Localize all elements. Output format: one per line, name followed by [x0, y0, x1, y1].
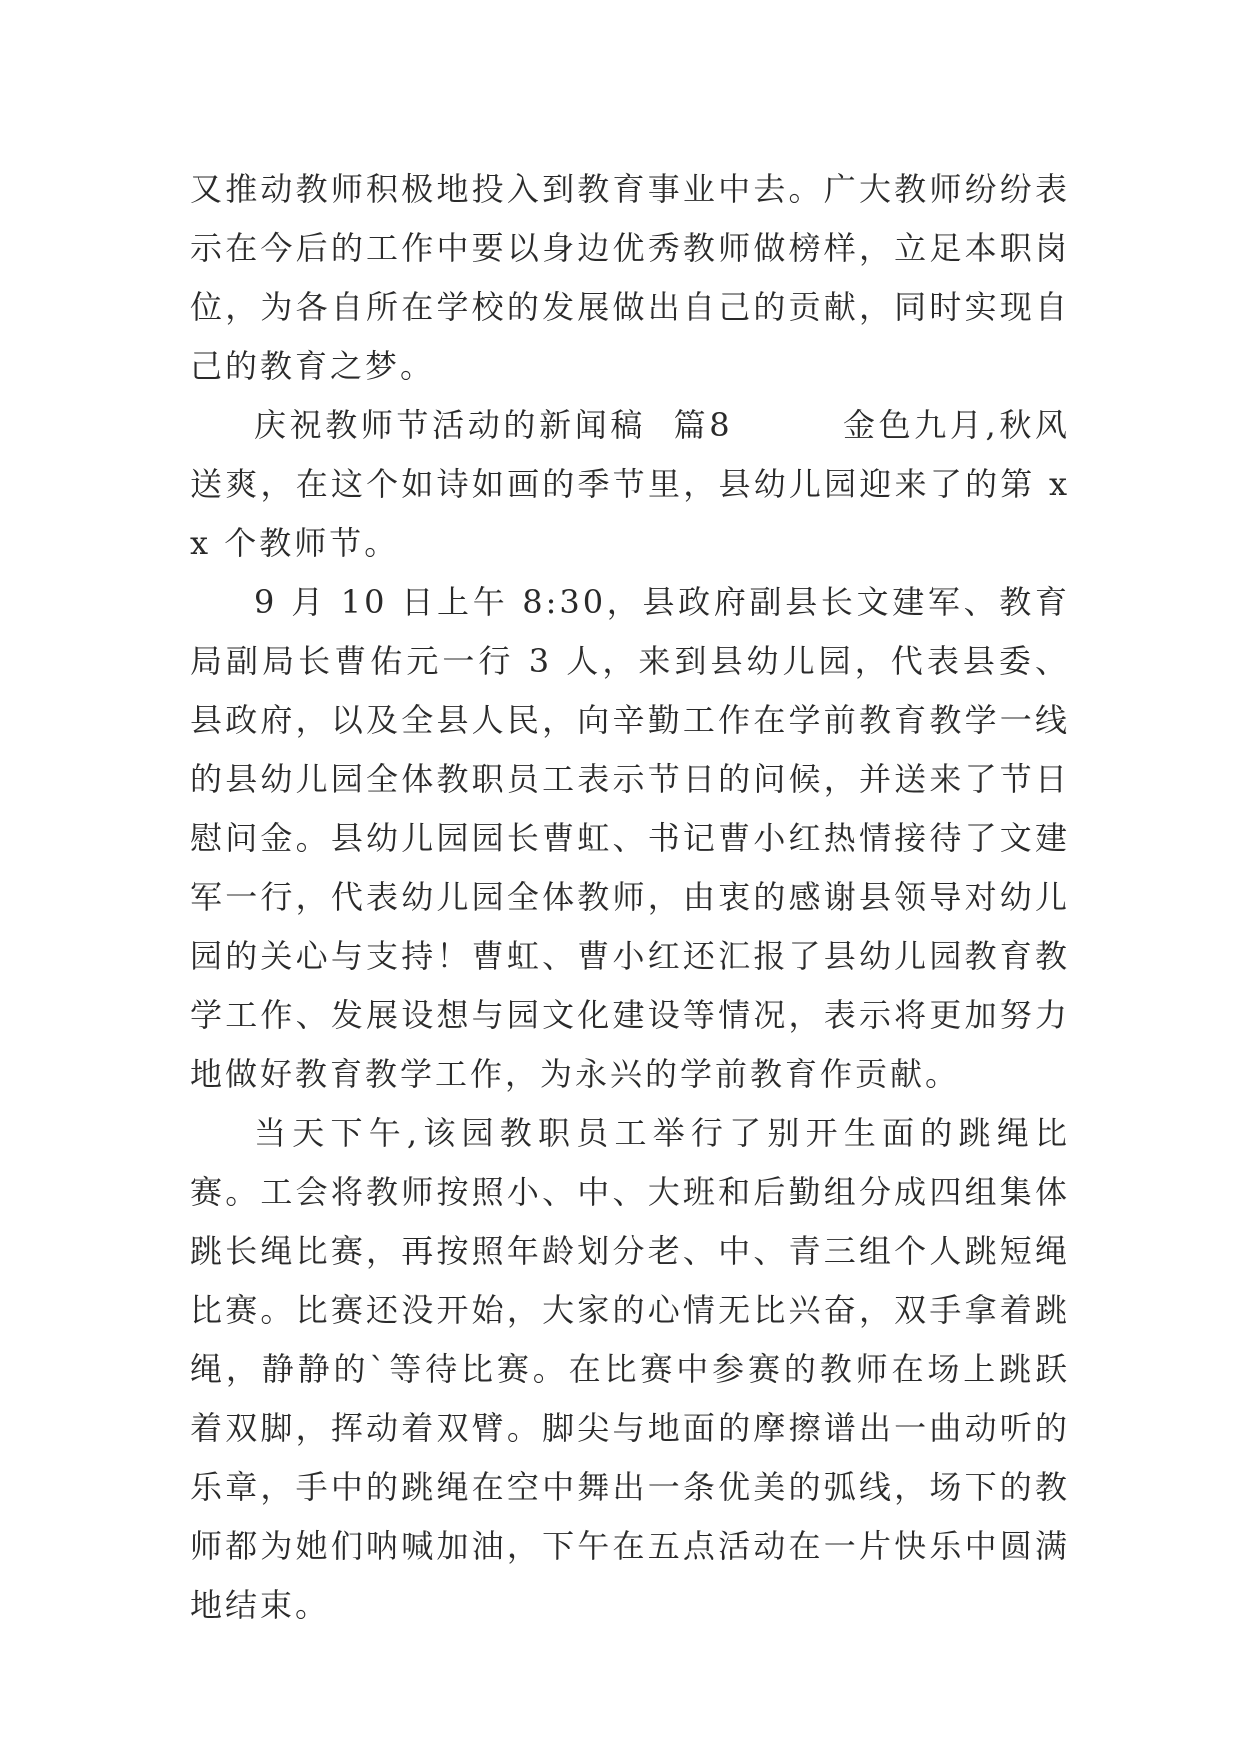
paragraph-rope-skipping: 当天下午,该园教职员工举行了别开生面的跳绳比赛。工会将教师按照小、中、大班和后勤组分成四组集体跳长绳比赛，再按照年龄划分老、中、青三组个人跳短绳比赛。比赛还没开始，大家的心情无比兴奋，双手拿着跳绳，静静的`等待比赛。在比赛中参赛的教师在场上跳跃着双脚，挥动着双臂。脚尖与地面的摩擦谱出一曲动听的乐章，手中的跳绳在空中舞出一条优美的弧线，场下的教师都为她们呐喊加油，下午在五点活动在一片快乐中圆满地结束。 [190, 1114, 1070, 1624]
paragraph-leaders-visit: 9 月 10 日上午 8:30，县政府副县长文建军、教育局副局长曹佑元一行 3 人，来到县幼儿园，代表县委、县政府，以及全县人民，向辛勤工作在学前教育教学一线的县幼儿园全体教职员工表示节日的问候，并送来了节日慰问金。县幼儿园园长曹虹、书记曹小红热情接待了文建军一行，代表幼儿园全体教师，由衷的感谢县领导对幼儿园的关心与支持！曹虹、曹小红还汇报了县幼儿园教育教学工作、发展设想与园文化建设等情况，表示将更加努力地做好教育教学工作，为永兴的学前教育作贡献。 [190, 583, 1070, 1093]
paragraph-article-8-intro: 庆祝教师节活动的新闻稿 篇8 金色九月,秋风送爽，在这个如诗如画的季节里，县幼儿园迎来了的第 xx 个教师节。 [190, 406, 1070, 562]
article-body [190, 160, 1070, 1635]
paragraph-continued: 又推动教师积极地投入到教育事业中去。广大教师纷纷表示在今后的工作中要以身边优秀教师做榜样，立足本职岗位，为各自所在学校的发展做出自己的贡献，同时实现自己的教育之梦。 [190, 170, 1070, 385]
